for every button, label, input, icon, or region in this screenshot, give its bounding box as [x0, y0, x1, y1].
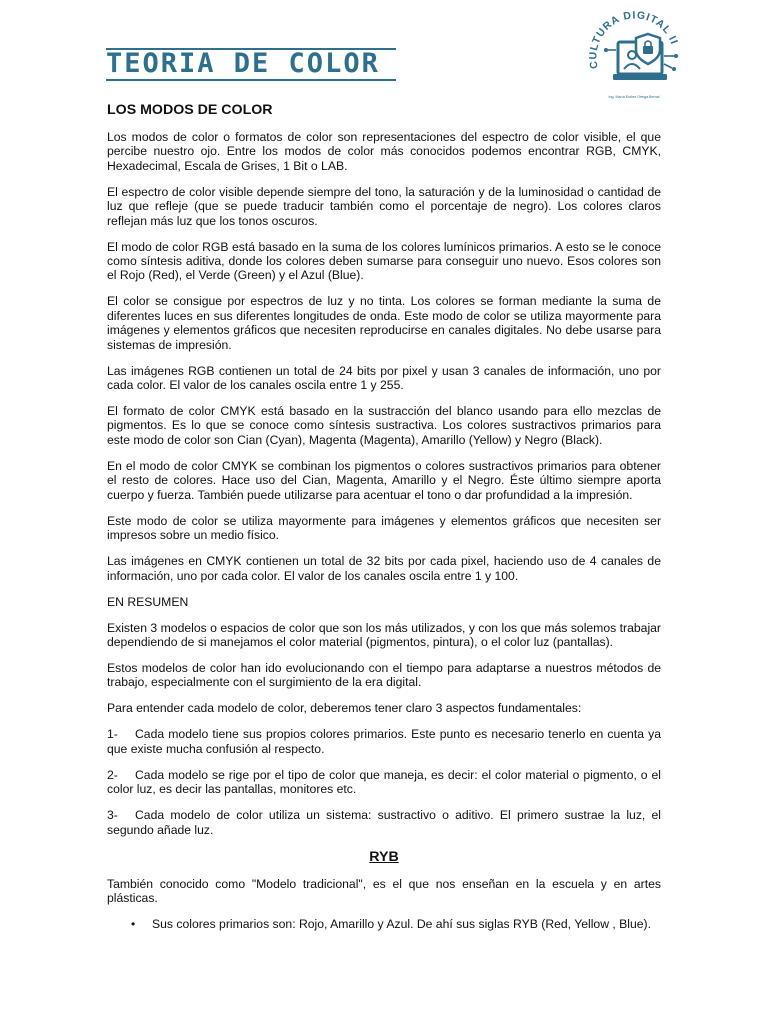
paragraph: Estos modelos de color han ido evolucionando con el tiempo para adaptarse a nuestros métodos de trabajo, especialmente con el surgimiento de la era digital. [107, 660, 661, 690]
summary-label: EN RESUMEN [107, 594, 189, 609]
paragraph: Las imágenes en CMYK contienen un total de 32 bits por cada pixel, haciendo uso de 4 canales de información, uno por cada color. El valor de los canales oscila entre 1 y 100. [107, 554, 661, 583]
paragraph: Para entender cada modelo de color, deberemos tener claro 3 aspectos fundamentales: [107, 701, 582, 716]
section-heading-ryb: RYB [369, 848, 399, 865]
item-text: Cada modelo se rige por el tipo de color que maneja, es decir: el color material o pigmento, o el color luz, es decir las pantallas, monitores etc. [107, 767, 661, 797]
item-text: Cada modelo tiene sus propios colores primarios. Este punto es necesario tenerlo en cuenta ya que existe mucha confusión al respecto. [107, 727, 661, 756]
item-number: 1- [107, 727, 118, 742]
list-item [107, 917, 661, 931]
logo-text: CULTURA DIGITAL II [587, 9, 681, 70]
title-rule-bottom [106, 79, 396, 81]
paragraph: Los modos de color o formatos de color son representaciones del espectro de color visible, el que percibe nuestro ojo. Entre los modos de color más conocidos podemos encontrar RGB, CMYK, Hexadecimal, Escala de Grises, 1 Bit o LAB. [107, 130, 661, 173]
cultura-digital-logo [580, 6, 690, 110]
section-heading-modos: LOS MODOS DE COLOR [107, 102, 273, 118]
numbered-item [107, 808, 661, 837]
paragraph: El formato de color CMYK está basado en la sustracción del blanco usando para ello mezclas de pigmentos. Es lo que se conoce como síntesis sustractiva. Los colores sustractivos primarios para este modo de color son Cian (Cyan), Magenta (Magenta), Amarillo (Yellow) y Negro (Black). [107, 404, 661, 447]
item-text: Cada modelo de color utiliza un sistema: sustractivo o aditivo. El primero sustrae la luz, el segundo añade luz. [107, 808, 661, 837]
list-item-text: Sus colores primarios son: Rojo, Amarillo y Azul. De ahí sus siglas RYB (Red, Yellow , Blue). [152, 916, 652, 931]
item-number: 2- [107, 767, 118, 782]
numbered-item [107, 727, 661, 756]
logo-credit: Ing. María Esther Ortega Bernal [608, 95, 660, 99]
page-title: TEORIA DE COLOR [106, 48, 380, 79]
document-body [107, 100, 661, 931]
svg-text:CULTURA DIGITAL II [587, 9, 680, 69]
bullet-list [107, 917, 661, 931]
paragraph: Las imágenes RGB contienen un total de 24 bits por pixel y usan 3 canales de información, uno por cada color. El valor de los canales oscila entre 1 y 255. [107, 363, 661, 393]
paragraph: Este modo de color se utiliza mayormente para imágenes y elementos gráficos que necesiten ser impresos sobre un medio físico. [107, 513, 661, 543]
paragraph: El espectro de color visible depende siempre del tono, la saturación y de la luminosidad o cantidad de luz que refleje (que se puede traducir también como el porcentaje de negro). Los colores claros reflejan más luz que los tonos oscuros. [107, 184, 661, 228]
paragraph: En el modo de color CMYK se combinan los pigmentos o colores sustractivos primarios para obtener el resto de colores. Hace uso del Cian, Magenta, Amarillo y el Negro. Éste último siempre aporta cuerpo y fuerza. También puede utilizarse para acentuar el tono o dar profundidad a la impresión. [107, 458, 661, 502]
numbered-item [107, 768, 661, 797]
paragraph: El color se consigue por espectros de luz y no tinta. Los colores se forman mediante la suma de diferentes luces en sus diferentes longitudes de onda. Este modo de color se utiliza mayormente para imágenes y elementos gráficos que necesiten reproducirse en canales digitales. No debe usarse para sistemas de impresión. [107, 294, 661, 352]
paragraph: El modo de color RGB está basado en la suma de los colores lumínicos primarios. A esto se le conoce como síntesis aditiva, donde los colores deben sumarse para conseguir uno nuevo. Esos colores son el Rojo (Red), el Verde (Green) y el Azul (Blue). [107, 239, 661, 283]
paragraph: También conocido como "Modelo tradicional", es el que nos enseñan en la escuela y en artes plásticas. [107, 876, 661, 905]
bullet-icon: • [131, 916, 136, 931]
item-number: 3- [107, 808, 118, 823]
paragraph: Existen 3 modelos o espacios de color que son los más utilizados, y con los que más solemos trabajar dependiendo de si manejamos el color material (pigmentos, pintura), o el color luz (pantallas). [107, 620, 661, 649]
